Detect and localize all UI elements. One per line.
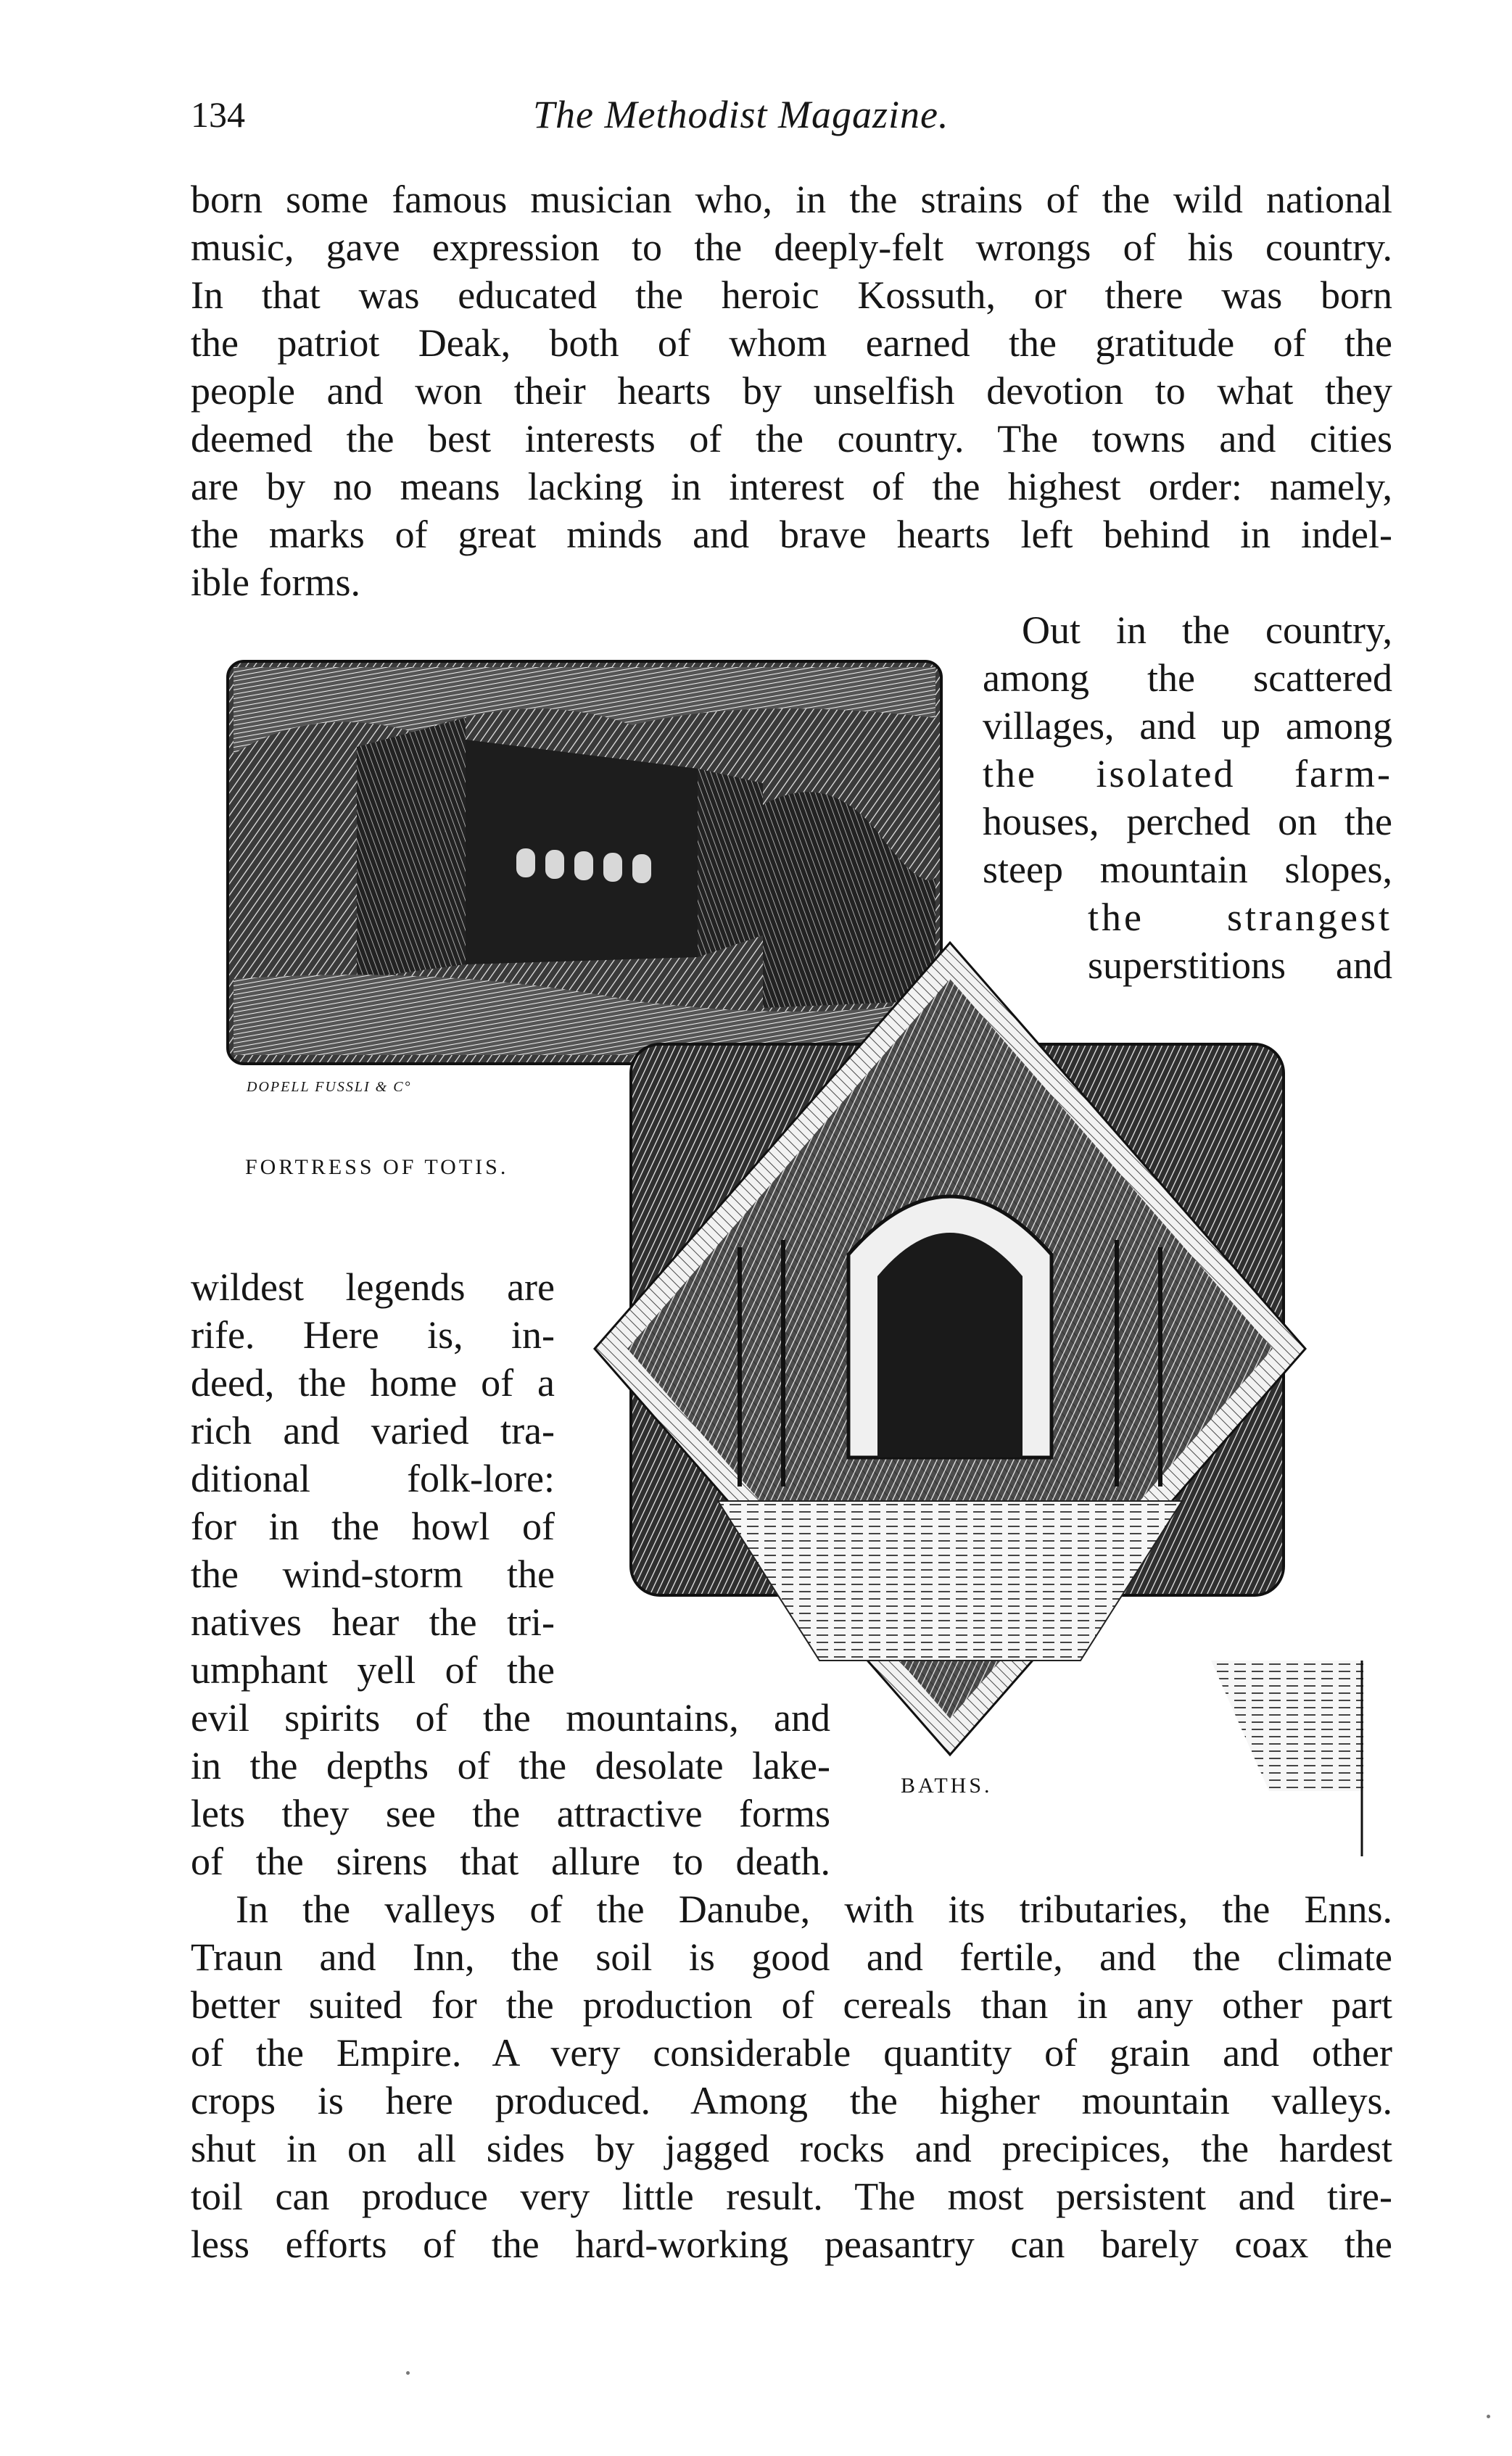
text-line: of the sirens that allure to death. xyxy=(191,1840,830,1883)
text-line: for in the howl of xyxy=(191,1505,555,1548)
text-line: superstitions and xyxy=(1088,943,1392,987)
text-line: the wind-storm the xyxy=(191,1552,555,1596)
text-line: evil spirits of the mountains, and xyxy=(191,1696,830,1740)
text-line: people and won their hearts by unselfish devotion to what they xyxy=(191,369,1392,413)
text-line: rife. Here is, in- xyxy=(191,1313,555,1357)
text-line: toil can produce very little result. The most persistent and tire- xyxy=(191,2175,1392,2218)
running-title: The Methodist Magazine. xyxy=(533,93,949,136)
text-line: in the depths of the desolate lake- xyxy=(191,1744,830,1787)
text-line: Traun and Inn, the soil is good and fertile, and the climate xyxy=(191,1935,1392,1979)
text-line: deed, the home of a xyxy=(191,1361,555,1405)
baths-caption: BATHS. xyxy=(901,1774,993,1798)
text-line: deemed the best interests of the country. The towns and cities xyxy=(191,417,1392,460)
text-line: better suited for the production of cereals than in any other part xyxy=(191,1983,1392,2027)
page-number: 134 xyxy=(191,94,245,135)
text-line: natives hear the tri- xyxy=(191,1600,555,1644)
print-speck xyxy=(406,2371,410,2375)
text-line: the marks of great minds and brave hearts left behind in indel- xyxy=(191,513,1392,556)
text-line: steep mountain slopes, xyxy=(983,848,1392,891)
text-line: the strangest xyxy=(1088,896,1392,939)
engraver-signature: DOPELL FUSSLI & C° xyxy=(247,1079,412,1095)
text-line: houses, perched on the xyxy=(983,800,1392,843)
text-line: villages, and up among xyxy=(983,704,1392,748)
fortress-caption: FORTRESS OF TOTIS. xyxy=(245,1155,509,1179)
text-line: the patriot Deak, both of whom earned the gratitude of the xyxy=(191,321,1392,365)
text-line: are by no means lacking in interest of the highest order: namely, xyxy=(191,465,1392,508)
text-line: rich and varied tra- xyxy=(191,1409,555,1452)
text-line: shut in on all sides by jagged rocks and precipices, the hardest xyxy=(191,2127,1392,2170)
text-line: born some famous musician who, in the strains of the wild national xyxy=(191,178,1392,221)
text-line: Out in the country, xyxy=(1022,608,1392,652)
text-line: ible forms. xyxy=(191,561,360,604)
text-line: of the Empire. A very considerable quantity of grain and other xyxy=(191,2031,1392,2075)
text-line: wildest legends are xyxy=(191,1265,555,1309)
text-line: In the valleys of the Danube, with its tributaries, the Enns. xyxy=(236,1888,1392,1931)
text-line: In that was educated the heroic Kossuth, or there was born xyxy=(191,273,1392,317)
text-line: lets they see the attractive forms xyxy=(191,1792,830,1835)
print-speck xyxy=(1487,2415,1490,2418)
text-line: among the scattered xyxy=(983,656,1392,700)
text-line: less efforts of the hard-working peasantry can barely coax the xyxy=(191,2223,1392,2266)
text-line: ditional folk-lore: xyxy=(191,1457,555,1500)
text-line: music, gave expression to the deeply-felt wrongs of his country. xyxy=(191,226,1392,269)
text-line: crops is here produced. Among the higher mountain valleys. xyxy=(191,2079,1392,2122)
text-line: the isolated farm- xyxy=(983,752,1392,795)
text-line: umphant yell of the xyxy=(191,1648,555,1692)
